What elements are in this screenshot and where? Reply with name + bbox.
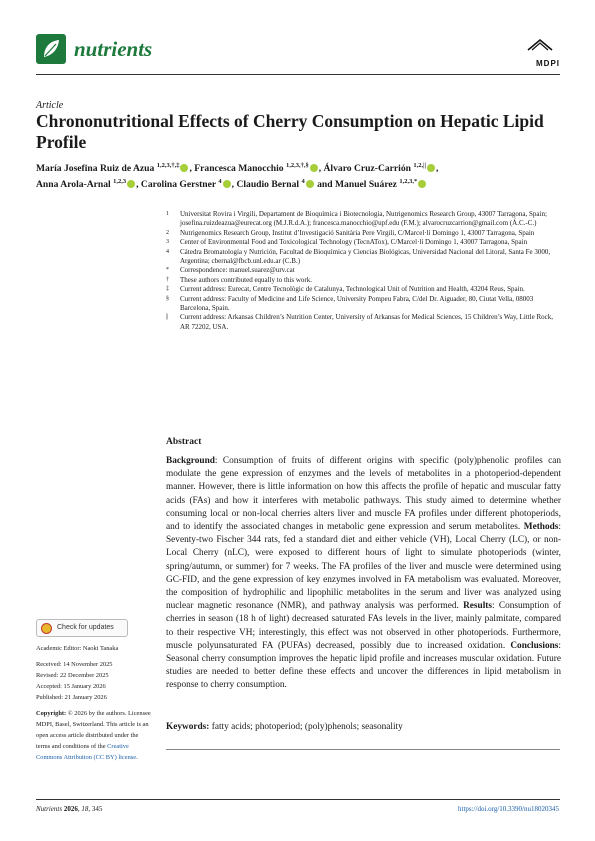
received-date: Received: 14 November 2025: [36, 661, 113, 668]
copyright-text: © 2026 by the authors. Licensee MDPI, Basel, Switzerland. This article is an open access article distributed under the terms and conditions of the: [36, 710, 151, 750]
abstract-conclusions-label: Conclusions: [510, 640, 559, 651]
keywords: [166, 721, 561, 733]
abstract-background-label: Background: [166, 456, 215, 466]
orcid-icon[interactable]: [306, 180, 314, 188]
affiliation-text: Center of Environmental Food and Toxicological Technology (TecnATox), C/Marcel·lí Domingo 1, 43007 Tarragona, Spain: [180, 238, 528, 247]
doi-link[interactable]: https://doi.org/10.3390/nu18020345: [458, 805, 559, 813]
author-sup: 1,2,3: [113, 178, 127, 185]
abstract-conclusions: : Seasonal cherry consumption improves the hepatic lipid profile and increases muscular oxidation. Future studies are needed to better define these effects and uncover the differences in lipid metabolism in response to cherry consumption.: [166, 640, 561, 691]
affiliation-mark: §: [166, 295, 169, 302]
copyright-label: Copyright:: [36, 710, 67, 717]
affiliation-mark: 3: [166, 239, 169, 246]
affiliation-text: Current address: Arkansas Children’s Nutrition Center, University of Arkansas for Medical Sciences, 15 Children’s Way, Little Rock, AR 72202, USA.: [180, 313, 553, 331]
affiliations: [166, 210, 561, 332]
author-sup: 1,2,3,†,§: [285, 162, 309, 169]
journal-header: [36, 30, 560, 70]
mdpi-logo-icon: [520, 38, 560, 60]
affiliation-mark: †: [166, 276, 169, 283]
affiliation-mark: 2: [166, 229, 169, 236]
author-name[interactable]: Francesca Manocchio: [194, 163, 284, 174]
affiliation-item: [166, 276, 561, 285]
orcid-icon[interactable]: [310, 164, 318, 172]
academic-editor: Academic Editor: Naoki Tanaka: [36, 645, 119, 652]
affiliation-text: Nutrigenomics Research Group, Institut d’Investigació Sanitària Pere Virgili, C/Marcel·lí Domingo 1, 43007 Tarragona, Spain: [180, 228, 535, 237]
abstract-results: : Consumption of cherries in season (18 h of light) decreased saturated FAs levels in the liver, mainly palmitate, compared to their respective VH; interestingly, this effect was not observed in other photoperiods. Furthermore, muscle polyunsaturated FA (PUFAs) decreased, possibly due to increased oxidation.: [166, 601, 561, 651]
affiliation-item: [166, 248, 561, 267]
author-sup: 4: [301, 178, 305, 185]
article-type: Article: [36, 100, 64, 111]
author-sup: 1,2,3,†,‡: [156, 162, 180, 169]
footer-volume: 18: [81, 805, 89, 813]
abstract-methods: : Seventy-two Fischer 344 rats, fed a standard diet and either vehicle (VH), Local Cherry (LC), or non-Local Cherry (nLC), were exposed to different hours of light to simulate photoperiods (winter, spring/autumn, or summer) for 7 weeks. The FA profiles of the liver and muscle were determined using GC-FID, and the gene expression of key enzymes involved in FA metabolism was evaluated. Moreover, the composition of hydrophilic and lipophilic metabolites in the serum and liver was analyzed using nuclear magnetic resonance (NMR), and pathway analysis was performed.: [166, 522, 561, 612]
affiliation-mark: ‡: [166, 286, 169, 293]
copyright-notice: [36, 708, 154, 763]
accepted-date: Accepted: 15 January 2026: [36, 683, 106, 690]
orcid-icon[interactable]: [418, 180, 426, 188]
check-for-updates-button[interactable]: [36, 619, 128, 637]
author-name[interactable]: Carolina Gerstner: [140, 179, 216, 190]
orcid-icon[interactable]: [427, 164, 435, 172]
affiliation-item: [166, 229, 561, 238]
affiliation-item: [166, 238, 561, 247]
abstract-methods-label: Methods: [523, 522, 559, 533]
affiliation-mark: 4: [166, 248, 169, 255]
keywords-rule: [166, 749, 560, 750]
affiliation-item: [166, 313, 561, 332]
page-title: Chrononutritional Effects of Cherry Consumption on Hepatic Lipid Profile: [36, 111, 544, 152]
author-sup: 1,2,||: [413, 162, 427, 169]
affiliation-mark: 1: [166, 211, 169, 217]
check-updates-icon: [41, 623, 52, 634]
affiliation-text: Cátedra Bromatología y Nutrición, Facultad de Bioquímica y Ciencias Biológicas, Universidad Nacional del Litoral, Santa Fe 3000, Argentina; cbernal@fbcb.unl.edu.ar (C.B.): [180, 247, 551, 266]
footer-page: , 345: [88, 805, 103, 813]
affiliation-text: Current address: Faculty of Medicine and Life Science, University Pompeu Fabra, C/del Dr. Aiguader, 80, Ciutat Vella, 08003 Barcelona, Spain.: [180, 294, 534, 313]
footer-year: 2026: [63, 805, 78, 813]
author-sup: 4: [218, 178, 222, 185]
orcid-icon[interactable]: [223, 180, 231, 188]
keywords-text: fatty acids; photoperiod; (poly)phenols; seasonality: [211, 722, 403, 732]
revised-date: Revised: 22 December 2025: [36, 672, 109, 679]
author-name[interactable]: María Josefina Ruiz de Azua: [36, 163, 155, 174]
author-name[interactable]: Anna Arola-Arnal: [36, 179, 111, 190]
abstract-body: [166, 455, 561, 693]
affiliation-mark: *: [166, 267, 169, 274]
header-rule: [36, 74, 560, 75]
author-name[interactable]: Claudio Bernal: [236, 179, 300, 190]
author-sup: 1,2,3,*: [399, 178, 418, 185]
author-name[interactable]: Manuel Suárez: [335, 179, 397, 190]
license-link[interactable]: Creative Commons Attribution (CC BY) license: [36, 743, 137, 761]
orcid-icon[interactable]: [180, 164, 188, 172]
author-list: María Josefina Ruiz de Azua $^{1,2,3,\dagger,\ddagger}$ , Francesca Manocchio $^{1,2,3,\dagger,\S}$ , Álvaro Cruz-Carrión $^{1,2,||}$ , Anna Arola-Arnal $^{1,2,3}$ , Carolina Gerstner $^4$ , Claudio Bernal $^4$ and Manuel Suárez $^{1,2,3,*}$: [36, 162, 439, 190]
footer-citation: Nutrients 2026, 18, 345: [36, 805, 103, 813]
check-updates-label: Check for updates: [57, 624, 114, 631]
affiliation-text: These authors contributed equally to this work.: [180, 275, 312, 284]
nutrients-logo-icon: [36, 34, 66, 64]
author-name[interactable]: Álvaro Cruz-Carrión: [323, 163, 411, 174]
orcid-icon[interactable]: [127, 180, 135, 188]
affiliation-item: [166, 285, 561, 294]
license-end: .: [136, 754, 138, 761]
affiliation-text: Universitat Rovira i Virgili, Departament de Bioquímica i Biotecnologia, Nutrigenomics Research Group, 43007 Tarragona, Spain; josefina.ruizdeazua@eurecat.org (M.J.R.d.A.); francesca.manocchio@upf.edu (F.M.); alvarocruzcarrion@gmail.com (Á.C.-C.): [180, 210, 547, 228]
abstract-heading: Abstract: [166, 437, 202, 447]
footer-journal: Nutrients: [36, 805, 63, 813]
journal-name: nutrients: [74, 37, 153, 61]
abstract-results-label: Results: [463, 601, 493, 612]
published-date: Published: 21 January 2026: [36, 694, 107, 701]
footer-rule: [36, 799, 560, 800]
keywords-label: Keywords:: [166, 722, 210, 732]
abstract-background: : Consumption of fruits of different origins with specific (poly)phenolic profiles can modulate the gene expression of enzymes and the levels of metabolites in a photoperiod-dependent manner. However, there is little information on how this affects the profile of hepatic and muscular fatty acids (FAs) and how it interferes with metabolic pathways. This study aimed to determine whether consuming local or non-local cherries alters liver and muscle FA profiles under different photoperiods, and to identify the associated changes in metabolic gene expression and serum metabolites.: [166, 456, 561, 533]
affiliation-text: Correspondence: manuel.suarez@urv.cat: [180, 266, 295, 275]
publisher-name: MDPI: [536, 59, 560, 68]
affiliation-mark: ||: [166, 314, 169, 321]
affiliation-item: [166, 266, 561, 275]
affiliation-item: [166, 295, 561, 314]
affiliation-text: Current address: Eurecat, Centre Tecnològic de Catalunya, Technological Unit of Nutrition and Health, 43204 Reus, Spain.: [180, 285, 525, 294]
affiliation-item: [166, 210, 561, 229]
